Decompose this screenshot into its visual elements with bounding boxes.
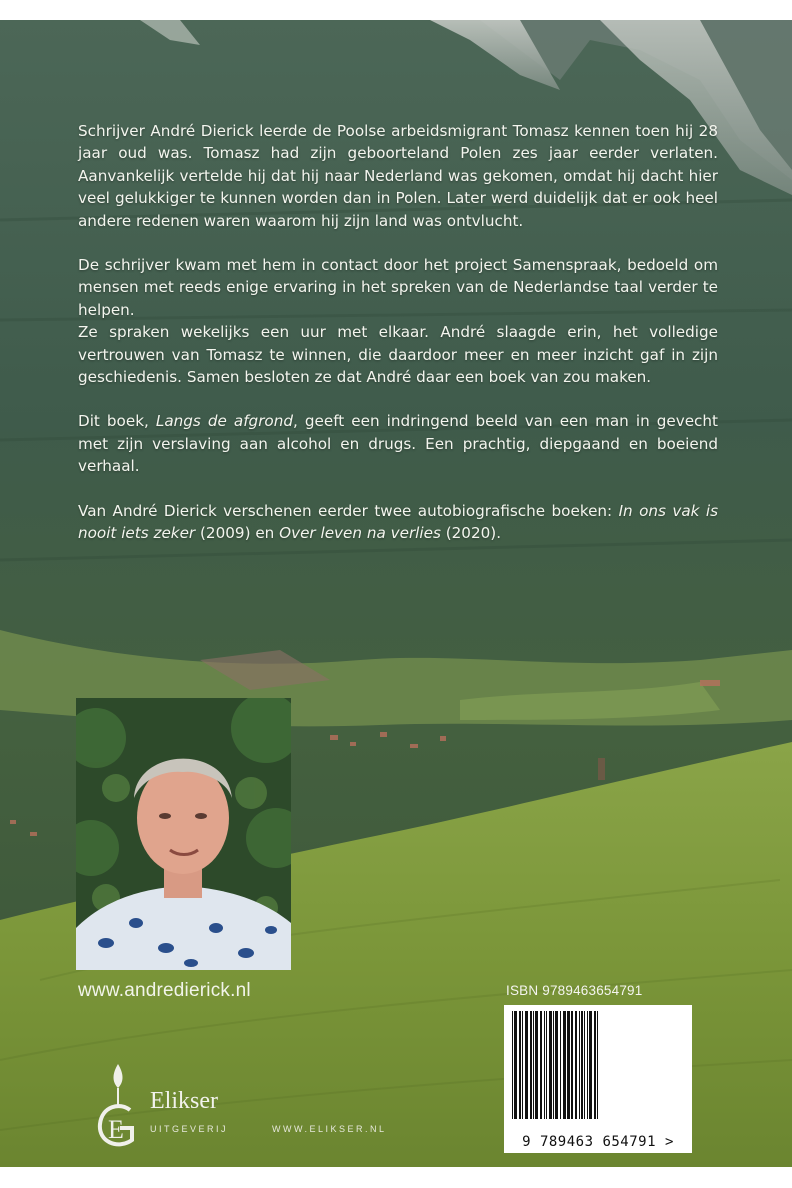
blurb-paragraph-4	[78, 410, 718, 477]
author-website: www.andredierick.nl	[78, 980, 251, 1001]
barcode-bar	[530, 1011, 532, 1119]
barcode-bar	[544, 1011, 545, 1119]
isbn-barcode	[504, 1005, 692, 1153]
barcode-bar	[560, 1011, 561, 1119]
barcode-bar	[567, 1011, 570, 1119]
book-back-cover	[0, 20, 792, 1167]
barcode-bars	[504, 1005, 692, 1125]
barcode-bar	[514, 1011, 517, 1119]
blurb-paragraph-3: Ze spraken wekelijks een uur met elkaar. André slaagde erin, het volledige vertrouwen van Tomasz te winnen, die daardoor meer en meer inzicht gaf in zijn geschiedenis. Samen besloten ze dat André daar een boek van zou maken.	[78, 323, 718, 387]
barcode-bar	[512, 1011, 513, 1119]
barcode-bar	[584, 1011, 585, 1119]
isbn-label: ISBN 9789463654791	[506, 983, 643, 998]
publisher-emblem-icon	[94, 1054, 150, 1154]
blurb-paragraph-5	[78, 500, 718, 545]
back-cover-blurb	[78, 120, 718, 545]
publisher-logo	[94, 1054, 424, 1154]
publisher-website: WWW.ELIKSER.NL	[272, 1124, 387, 1134]
barcode-bar	[589, 1011, 592, 1119]
barcode-bar	[535, 1011, 538, 1119]
publisher-subtitle: UITGEVERIJ	[150, 1124, 229, 1134]
book-title: Langs de afgrond	[155, 412, 293, 431]
barcode-bar	[571, 1011, 573, 1119]
barcode-bar	[546, 1011, 547, 1119]
earlier-book-title: Over leven na verlies	[279, 524, 441, 543]
barcode-bar	[597, 1011, 598, 1119]
barcode-digits: 9 789463 654791 >	[522, 1134, 674, 1150]
author-photo	[76, 698, 291, 970]
blurb-text: Dit boek,	[78, 412, 156, 431]
barcode-bar	[549, 1011, 552, 1119]
blurb-text: Van André Dierick verschenen eerder twee autobiografische boeken:	[78, 501, 619, 520]
barcode-bar	[581, 1011, 583, 1119]
barcode-bar	[525, 1011, 528, 1119]
blurb-text: , geeft een indringend beeld van een man in gevecht met zijn verslaving aan alcohol en drugs. Een prachtig, diepgaand en boeiend verhaal.	[78, 412, 718, 476]
barcode-bar	[587, 1011, 588, 1119]
barcode-bar	[522, 1011, 523, 1119]
publisher-name: Elikser	[150, 1088, 218, 1114]
earlier-book-title: In ons vak is nooit iets zeker	[78, 501, 718, 543]
barcode-bar	[555, 1011, 558, 1119]
barcode-bar	[594, 1011, 596, 1119]
barcode-bar	[540, 1011, 542, 1119]
blurb-paragraph-1: Schrijver André Dierick leerde de Poolse arbeidsmigrant Tomasz kennen toen hij 28 jaar oud was. Tomasz had zijn geboorteland Polen zes jaar eerder verlaten. Aanvankelijk vertelde hij dat hij naar Nederland was gekomen, omdat hij dacht hier veel gelukkiger te kunnen worden dan in Polen. Later werd duidelijk dat er ook heel andere redenen waren waarom hij zijn land was ontvlucht.	[78, 122, 718, 230]
blurb-text: (2020).	[440, 524, 502, 543]
barcode-bar	[533, 1011, 534, 1119]
barcode-bar	[575, 1011, 577, 1119]
barcode-bar	[579, 1011, 580, 1119]
barcode-bar	[553, 1011, 554, 1119]
blurb-text: (2009) en	[195, 524, 280, 543]
svg-text:E: E	[108, 1115, 124, 1144]
barcode-bar	[519, 1011, 521, 1119]
barcode-bar	[563, 1011, 566, 1119]
blurb-paragraph-2: De schrijver kwam met hem in contact door het project Samenspraak, bedoeld om mensen met reeds enige ervaring in het spreken van de Nederlandse taal verder te helpen.	[78, 256, 718, 319]
